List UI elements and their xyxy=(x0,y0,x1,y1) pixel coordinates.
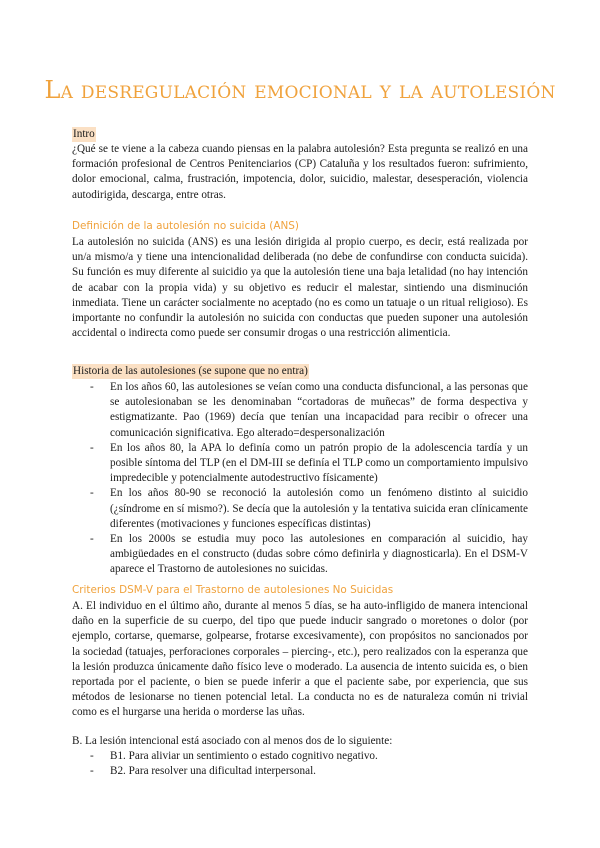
history-item-1960s xyxy=(72,380,528,441)
criteria-b-item-text: B2. Para resolver una dificultad interpersonal. xyxy=(110,765,316,778)
criteria-b2 xyxy=(72,764,528,779)
history-item-text: En los años 80, la APA lo definía como un patrón propio de la adolescencia tardía y un posible síntoma del TLP (en el DM-III se definía el TLP como un comportamiento impulsivo impredecible y potencialmente autodestructivo físicamente) xyxy=(110,441,528,485)
history-item-text: En los años 80-90 se reconoció la autolesión como un fenómeno distinto al suicidio (¿síndrome en sí mismo?). Se decía que la autolesión y la tentativa suicida eran clínicamente diferentes (motivaciones y funciones específicas distintas) xyxy=(110,487,528,530)
definition-paragraph: La autolesión no suicida (ANS) es una lesión dirigida al propio cuerpo, es decir, está realizada por un/a mismo/a y tiene una intencionalidad deliberada (no debe de confundirse con conducta suicida). Su función es muy diferente al suicidio ya que la autolesión tiene una baja letalidad (no hay intención de acabar con la propia vida) y su objetivo es reducir el malestar, sintiendo una disminución inmediata. Tiene un carácter socialmente no aceptado (no es como un tatuaje o un ritual religioso). Es importante no confundir la autolesión no suicida con conductas que pueden suponer una autolesión accidental o indirecta como puede ser consumir drogas o una restricción alimenticia. xyxy=(72,236,528,340)
dash-bullet: - xyxy=(90,750,94,762)
criteria-b-item-text: B1. Para aliviar un sentimiento o estado cognitivo negativo. xyxy=(110,750,378,762)
criteria-b-paragraph: B. La lesión intencional está asociado con al menos dos de lo siguiente: xyxy=(72,735,393,747)
intro-label: Intro xyxy=(73,128,95,140)
dash-bullet: - xyxy=(90,765,94,778)
intro-paragraph: ¿Qué se te viene a la cabeza cuando piensas en la palabra autolesión? Esta pregunta se realizó en una formación profesional de Centros Penitenciarios (CP) Cataluña y los resultados fueron: sufrimiento, dolor emocional, calma, frustración, impotencia, dolor, suicidio, malestar, desesperación, violencia autodirigida, descarga, entre otras. xyxy=(72,143,528,201)
dash-bullet: - xyxy=(90,533,94,546)
history-item-text: En los años 60, las autolesiones se veían como una conducta disfuncional, a las personas que se autolesionaban se les denominaban “cortadoras de muñecas” de forma despectiva y estigmatizante. Pao (1969) decía que tenían una incapacidad para recibir o ofrecer una comunicación significativa. Ego alterado=despersonalización xyxy=(110,381,528,439)
history-label: Historia de las autolesiones (se supone que no entra) xyxy=(73,365,308,377)
dash-bullet: - xyxy=(90,381,94,393)
criteria-b1 xyxy=(72,749,528,764)
dash-bullet: - xyxy=(90,441,94,454)
history-list xyxy=(72,380,528,578)
document-title: La desregulación emocional y la autolesión xyxy=(44,76,556,104)
history-item-1980s xyxy=(72,441,528,487)
history-item-2000s xyxy=(72,532,528,578)
dash-bullet: - xyxy=(90,487,94,500)
criteria-heading: Criterios DSM-V para el Trastorno de autolesiones No Suicidas xyxy=(72,584,394,596)
history-item-1980s-90s xyxy=(72,486,528,532)
definition-heading: Definición de la autolesión no suicida (ANS) xyxy=(72,220,299,232)
criteria-a-paragraph: A. El individuo en el último año, durante al menos 5 días, se ha auto-infligido de manera intencional daño en la superficie de su cuerpo, del tipo que puede inducir sangrado o moretones o dolor (por ejemplo, cortarse, quemarse, golpearse, frotarse excesivamente), con propósitos no sancionados por la sociedad (tatuajes, perforaciones corporales – piercing-, etc.), pero realizados con la esperanza que la lesión produzca únicamente daño físico leve o moderado. La ausencia de intento suicida es, o bien reportada por el paciente, o bien se puede inferir a que el paciente sabe, por experiencia, que sus métodos de lesionarse no tienen potencial letal. La conducta no es de naturaleza común ni trivial como es el hurgarse una herida o morderse las uñas. xyxy=(72,600,528,719)
history-item-text: En los 2000s se estudia muy poco las autolesiones en comparación al suicidio, hay ambigüedades en el constructo (dudas sobre cómo definirla y diagnosticarla). En el DSM-V aparece el Trastorno de autolesiones no suicidas. xyxy=(110,533,528,576)
criteria-b-list xyxy=(72,749,528,779)
